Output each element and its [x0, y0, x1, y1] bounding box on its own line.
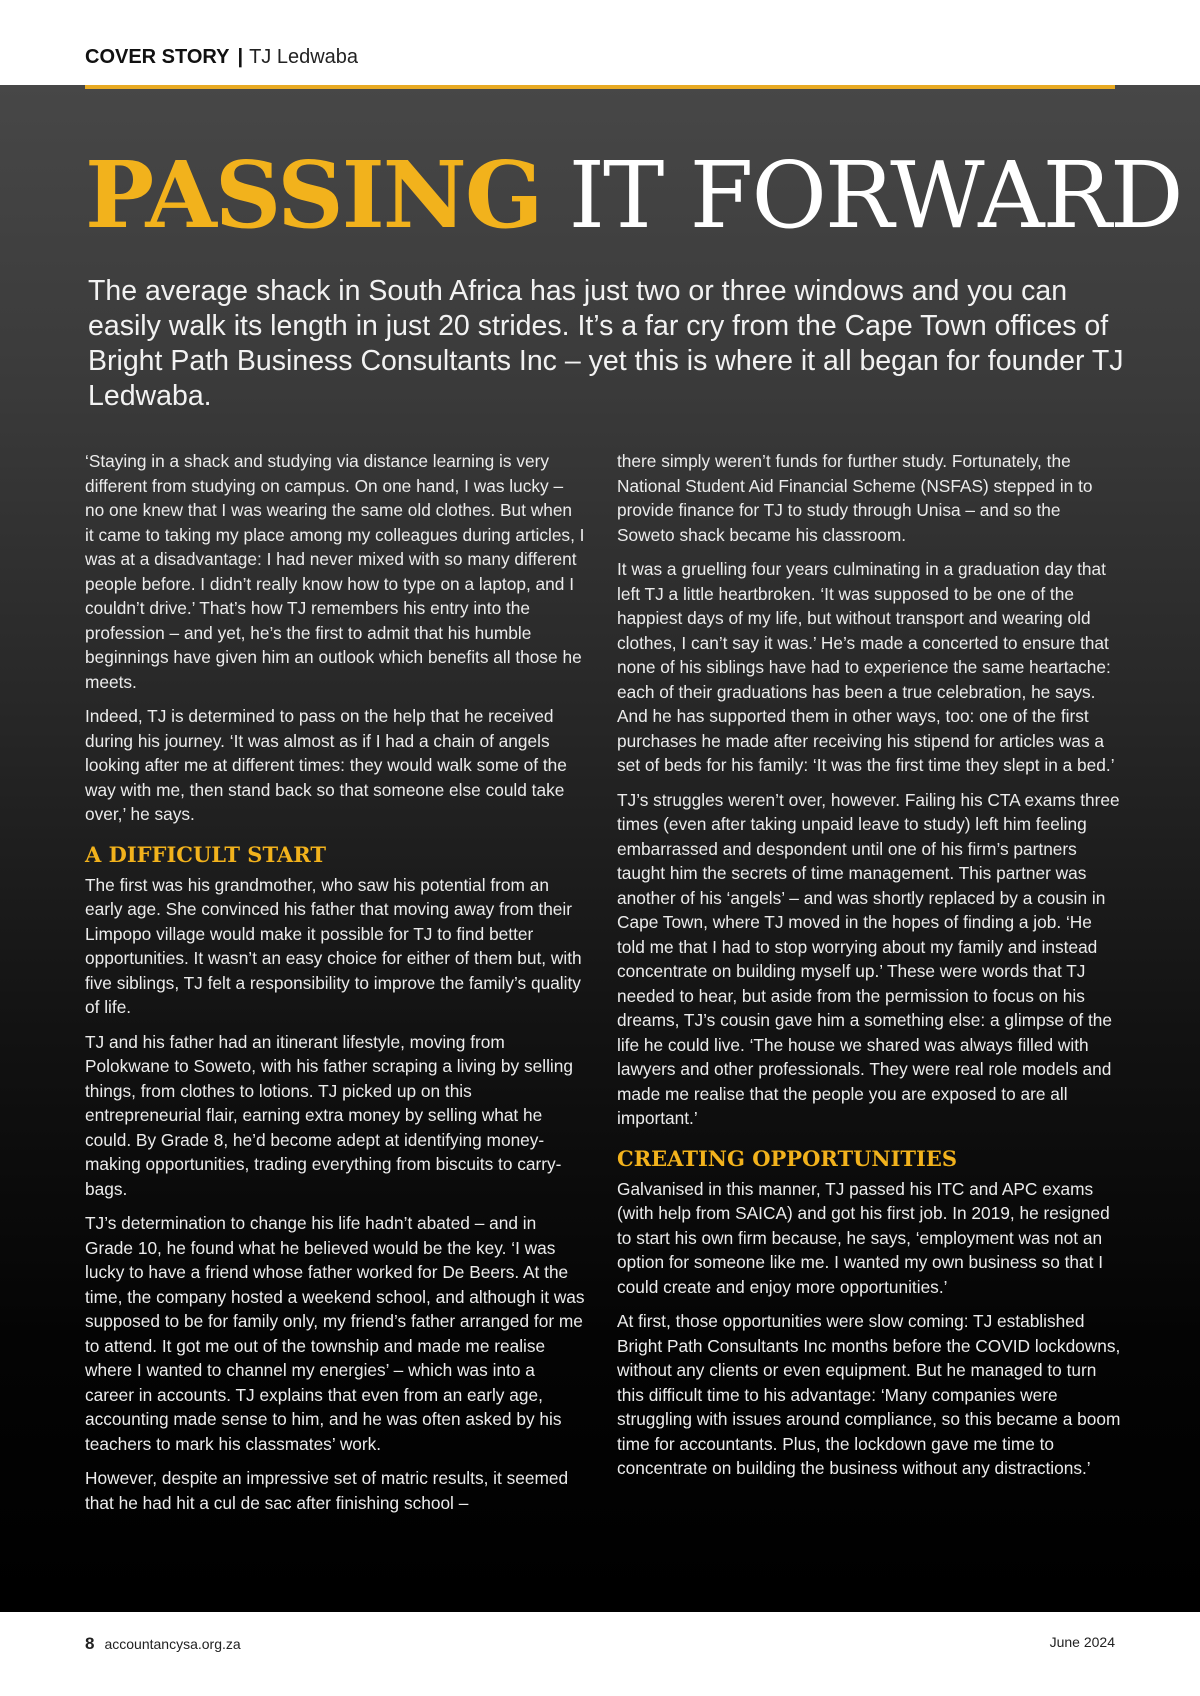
- paragraph: However, despite an impressive set of matric results, it seemed that he had hit a cul de sac after finishing school –: [85, 1468, 569, 1513]
- headline-rest: IT FORWARD: [568, 142, 1182, 249]
- page-header: [85, 46, 358, 76]
- subheading-difficult-start: A DIFFICULT START: [85, 841, 326, 867]
- paragraph: there simply weren’t funds for further study. Fortunately, the National Student Aid Financial Scheme (NSFAS) stepped in to provide finance for TJ to study through Unisa – and so the Soweto shack became his classroom.: [617, 451, 1093, 545]
- paragraph: TJ and his father had an itinerant lifestyle, moving from Polokwane to Soweto, with his father scraping a living by selling things, from clothes to lotions. TJ picked up on this entrepreneurial flair, earning extra money by selling what he could. By Grade 8, he’d become adept at identifying money-making opportunities, trading everything from biscuits to carry-bags.: [85, 1031, 573, 1199]
- page-number: 8: [85, 1634, 95, 1653]
- paragraph: TJ’s struggles weren’t over, however. Failing his CTA exams three times (even after taking unpaid leave to study) left him feeling embarrassed and despondent until one of his firm’s partners taught him the secrets of time management. This partner was another of his ‘angels’ – and was shortly replaced by a cousin in Cape Town, where TJ moved in the hopes of finding a job. ‘He told me that I had to stop worrying about my family and instead concentrate on building myself up.’ These were words that TJ needed to hear, but aside from the permission to focus on his dreams, TJ’s cousin gave him a something else: a glimpse of the life he could live. ‘The house we shared was always filled with lawyers and other professionals. They were real role models and made me realise that the people you are exposed to are all important.’: [617, 789, 1120, 1128]
- body-column-right: [617, 449, 1122, 1491]
- header-subject-name: TJ Ledwaba: [249, 46, 359, 68]
- paragraph: At first, those opportunities were slow coming: TJ established Bright Path Consultants Inc months before the COVID lockdowns, without any clients or even equipment. But he managed to turn this difficult time to his advantage: ‘Many companies were struggling with issues around compliance, so this became a boom time for accountants. Plus, the lockdown gave me time to concentrate on building the business without any distractions.’: [617, 1311, 1121, 1478]
- header-separator: |: [237, 46, 244, 68]
- headline-accent-word: PASSING: [85, 141, 542, 249]
- article-lede: The average shack in South Africa has just two or three windows and you can easily walk its length in just 20 strides. It’s a far cry from the Cape Town offices of Bright Path Business Consultants Inc – yet this is where it all began for founder TJ Ledwaba.: [88, 275, 1124, 412]
- paragraph: ‘Staying in a shack and studying via distance learning is very different from studying on campus. On one hand, I was lucky – no one knew that I was wearing the same old clothes. But when it came to taking my place among my colleagues during articles, I was at a disadvantage: I had never mixed with so many different people before. I didn’t really know how to type on a laptop, and I couldn’t drive.’ That’s how TJ remembers his entry into the profession – and yet, he’s the first to admit that his humble beginnings have given him an outlook which benefits all those he meets.: [85, 451, 585, 692]
- paragraph: The first was his grandmother, who saw his potential from an early age. She convinced his father that moving away from their Limpopo village would make it possible for TJ to find better opportunities. It wasn’t an easy choice for either of them but, with five siblings, TJ felt a responsibility to improve the family’s quality of life.: [85, 874, 582, 1017]
- footer-website: accountancysa.org.za: [104, 1636, 241, 1652]
- paragraph: It was a gruelling four years culminating in a graduation day that left TJ a little heartbroken. ‘It was supposed to be one of the happiest days of my life, but without transport and wearing old clothes, I can’t say it was.’ He’s made a concerted to ensure that none of his siblings have had to experience the same heartache: each of their graduations has been a true celebration, he says. And he has supported them in other ways, too: one of the first purchases he made after receiving his stipend for articles was a set of beds for his family: ‘It was the first time they slept in a bed.’: [617, 559, 1115, 775]
- subheading-creating-opportunities: CREATING OPPORTUNITIES: [617, 1145, 958, 1171]
- paragraph: TJ’s determination to change his life hadn’t abated – and in Grade 10, he found what he believed would be the key. ‘I was lucky to have a friend whose father worked for De Beers. At the time, the company hosted a weekend school, and although it was supposed to be for family only, my friend’s father arranged for me to attend. It got me out of the township and made me realise where I wanted to channel my energies’ – which was into a career in accounts. TJ explains that even from an early age, accounting made sense to him, and he was often asked by his teachers to mark his classmates’ work.: [85, 1213, 585, 1454]
- article-headline: [85, 140, 1182, 251]
- section-label: COVER STORY: [85, 46, 230, 68]
- paragraph: Galvanised in this manner, TJ passed his ITC and APC exams (with help from SAICA) and got his first job. In 2019, he resigned to start his own firm because, he says, ‘employment was not an option for someone like me. I wanted my own business so that I could create and enjoy more opportunities.’: [617, 1178, 1110, 1297]
- footer-left: [85, 1634, 241, 1658]
- gold-rule: [85, 85, 1115, 89]
- paragraph: Indeed, TJ is determined to pass on the help that he received during his journey. ‘It was almost as if I had a chain of angels looking after me at different times: they would walk some of the way with me, then stand back so that someone else could take over,’ he says.: [85, 706, 567, 824]
- footer-date: June 2024: [1049, 1634, 1115, 1650]
- body-column-left: [85, 449, 585, 1525]
